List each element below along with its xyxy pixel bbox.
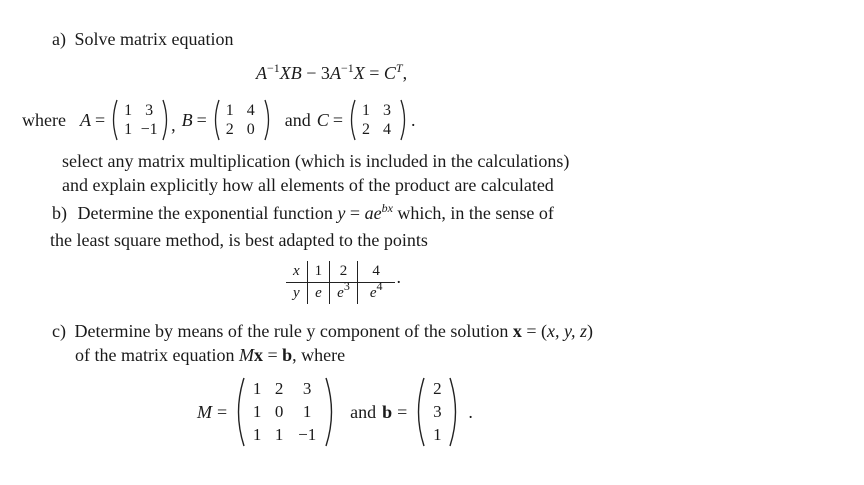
equals-sign: = [262, 345, 283, 365]
table-y-label: y [293, 285, 300, 301]
part-a-heading [52, 29, 233, 50]
vector-b-name: b [382, 401, 393, 422]
matrix-c-cell: 3 [382, 101, 391, 119]
right-paren-icon [399, 99, 409, 141]
left-paren-icon [412, 377, 426, 447]
matrix-equation [256, 63, 407, 84]
vector-b [426, 379, 448, 445]
table-e-base: e [369, 285, 377, 301]
table-period: . [396, 267, 402, 287]
eq-exp: −1 [267, 61, 280, 75]
eq-comma: , [402, 63, 408, 83]
eq-term-xb: XB [279, 63, 302, 83]
table-e-base: e [337, 285, 344, 301]
table-cell: 1 [307, 261, 330, 283]
vector-components: x, y, z [547, 321, 588, 341]
eq-term-x: X [353, 63, 365, 83]
part-a-line2: and explain explicitly how all elements of the product are calculated [62, 175, 554, 195]
matrix-m-ref: M [238, 345, 254, 365]
matrix-b-cell: 2 [225, 120, 234, 138]
vector-b-period: . [468, 401, 473, 422]
eq-term-c: C [383, 63, 396, 83]
part-c-heading [52, 321, 593, 342]
matrix-m-cell: 2 [274, 379, 284, 398]
left-paren-icon [211, 99, 221, 141]
part-c-line1-post: ) [587, 321, 594, 341]
matrix-m-cell: 3 [302, 379, 312, 398]
matrix-m-cell: 1 [252, 425, 262, 444]
table-e-exp: 4 [376, 279, 383, 293]
matrix-m-name: M [197, 401, 212, 422]
eq-term-a2: A [329, 63, 341, 83]
matrix-b-cell: 1 [225, 101, 234, 119]
matrix-c-period: . [410, 109, 416, 130]
matrix-a [119, 102, 161, 139]
table-row [286, 283, 395, 305]
matrix-c-cell: 1 [361, 101, 370, 119]
right-paren-icon [324, 377, 338, 447]
vector-b-ref: b [282, 345, 293, 365]
matrix-m-cell: 1 [302, 402, 312, 421]
points-table-wrap [286, 261, 401, 304]
matrix-c-cell: 4 [382, 120, 391, 138]
table-cell [307, 283, 330, 305]
matrix-m-cell: 1 [252, 379, 262, 398]
table-e-base: e [315, 285, 322, 301]
matrix-a-cell: 1 [124, 101, 133, 119]
and-label: and [350, 401, 377, 422]
vector-b-equals: = [397, 401, 408, 422]
matrix-b-cell: 0 [246, 120, 255, 138]
eq-exp2: −1 [340, 61, 354, 75]
matrix-m-cell: 0 [274, 402, 284, 421]
part-c-line2-post: , where [292, 345, 346, 365]
eq-term-a: A [256, 63, 267, 83]
part-b-text-post: which, in the sense of [392, 203, 554, 223]
part-c-label: c) [52, 321, 66, 341]
table-cell [330, 279, 358, 305]
matrix-b-equals: = [196, 109, 207, 130]
right-paren-icon [448, 377, 462, 447]
part-a-label: a) [52, 29, 66, 49]
points-table [286, 261, 395, 304]
part-a-title: Solve matrix equation [74, 29, 234, 49]
left-paren-icon [232, 377, 246, 447]
right-paren-icon [161, 99, 171, 141]
matrix-m-cell: 1 [274, 425, 284, 444]
part-c-line1-mid: = ( [521, 321, 548, 341]
part-b-line2: the least square method, is best adapted to the points [50, 230, 428, 250]
matrix-b [221, 102, 263, 139]
matrix-b-name: B [181, 109, 193, 130]
vector-x-ref: x [253, 345, 263, 365]
matrix-c [357, 102, 399, 139]
table-cell: 2 [330, 261, 358, 283]
table-x-label: x [286, 261, 307, 283]
eq-minus: − 3 [301, 63, 330, 83]
part-b-heading [52, 203, 554, 224]
matrix-m-cell: 1 [252, 402, 262, 421]
matrices-row [22, 98, 415, 142]
func-equals: = [345, 203, 365, 223]
matrix-a-name: A [79, 109, 91, 130]
matrix-a-comma: , [171, 115, 176, 135]
vector-b-cell: 1 [433, 425, 442, 444]
matrix-c-cell: 2 [361, 120, 370, 138]
where-label: where [22, 109, 66, 130]
matrix-a-cell: 1 [124, 120, 133, 138]
table-cell: 4 [357, 261, 394, 283]
eq-exp-t: T [395, 61, 403, 75]
matrix-c-name: C [316, 109, 329, 130]
left-paren-icon [109, 99, 119, 141]
and-label: and [284, 109, 311, 130]
table-e-exp: 3 [343, 279, 350, 293]
part-c-line2-pre: of the matrix equation [75, 345, 239, 365]
part-b-text-pre: Determine the exponential function [77, 203, 338, 223]
matrix-c-equals: = [332, 109, 343, 130]
left-paren-icon [347, 99, 357, 141]
matrix-m-cell: −1 [298, 425, 317, 444]
part-b-label: b) [52, 203, 67, 223]
func-exponent: bx [381, 201, 393, 215]
table-cell [357, 279, 394, 305]
part-c-line2 [75, 345, 345, 366]
vector-b-cell: 3 [433, 402, 442, 421]
vector-b-cell: 2 [433, 379, 442, 398]
right-paren-icon [263, 99, 273, 141]
func-ae: ae [364, 203, 382, 223]
part-c-line1-pre: Determine by means of the rule y component of the solution [74, 321, 513, 341]
matrix-m [246, 379, 324, 445]
matrix-m-row [197, 376, 473, 448]
part-a-line1: select any matrix multiplication (which is included in the calculations) [62, 151, 570, 171]
matrix-a-cell: −1 [140, 120, 158, 138]
eq-equals: = [364, 63, 384, 83]
func-y: y [337, 203, 346, 223]
matrix-m-equals: = [217, 401, 228, 422]
matrix-b-cell: 4 [246, 101, 255, 119]
matrix-a-equals: = [94, 109, 106, 130]
vector-x: x [512, 321, 522, 341]
matrix-a-cell: 3 [145, 101, 154, 119]
